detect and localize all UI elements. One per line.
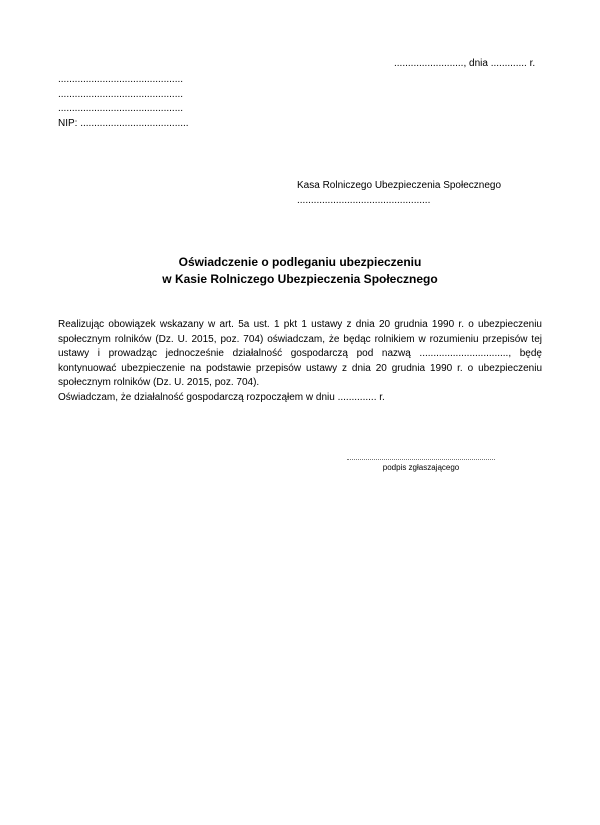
sender-line-2: ............................................. — [58, 88, 184, 100]
document-title — [0, 254, 600, 288]
title-line-1: Oświadczenie o podleganiu ubezpieczeniu — [178, 255, 422, 269]
date-line: ........................., dnia ............. r. — [394, 58, 536, 69]
recipient-name: Kasa Rolniczego Ubezpieczenia Społecznego — [297, 180, 502, 191]
recipient-block — [297, 178, 501, 208]
sender-block — [58, 73, 189, 131]
signature-block — [347, 459, 495, 473]
sender-nip: NIP: ....................................... — [58, 117, 189, 129]
sender-line-1: ............................................. — [58, 74, 184, 85]
document-body — [58, 318, 542, 406]
signature-label: podpis zgłaszającego — [382, 463, 460, 472]
recipient-line: ................................................ — [297, 195, 431, 206]
signature-dotted-line — [347, 459, 495, 460]
title-line-2: w Kasie Rolniczego Ubezpieczenia Społecznego — [162, 272, 438, 286]
body-paragraph-2: Oświadczam, że działalność gospodarczą rozpocząłem w dniu .............. r. — [58, 391, 385, 403]
sender-line-3: ............................................. — [58, 103, 184, 114]
body-paragraph-1: Realizując obowiązek wskazany w art. 5a ust. 1 pkt 1 ustawy z dnia 20 grudnia 1990 r. o ubezpieczeniu społecznym rolników (Dz. U. 2015, poz. 704) oświadczam, że będąc rolnikiem w rozumieniu przepisów tej ustawy i prowadząc jednocześnie działalność gospodarczą pod nazwą ................................, będę kontynuować ubezpieczenie na podstawie przepisów ustawy z dnia 20 grudnia 1990 r. o ubezpieczeniu społecznym rolników (Dz. U. 2015, poz. 704). — [58, 319, 542, 389]
